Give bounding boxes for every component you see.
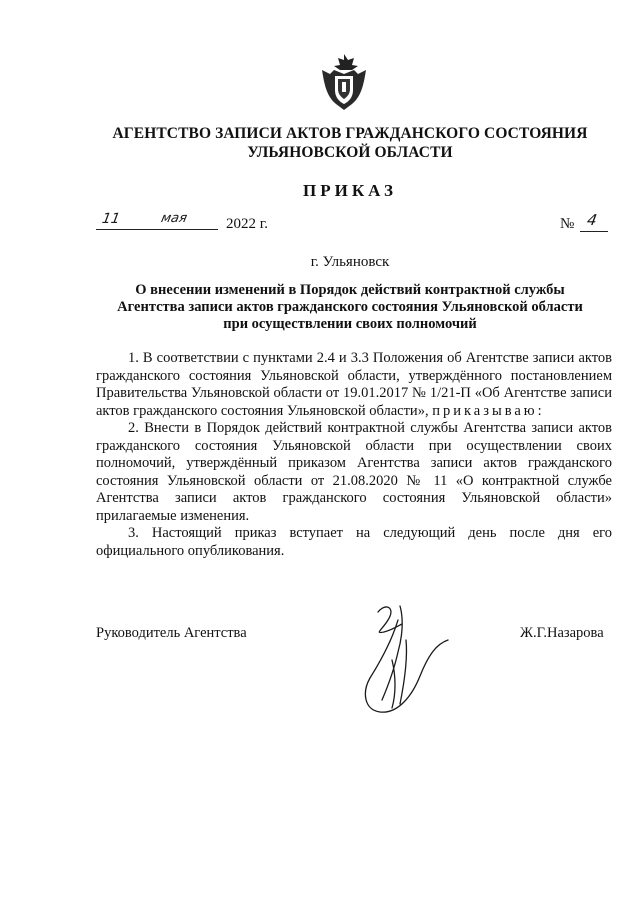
agency-name (60, 124, 640, 162)
paragraph-3: 3. Настоящий приказ вступает на следующий день после дня его официального опубликования. (96, 525, 612, 559)
document-type: ПРИКАЗ (303, 181, 397, 200)
agency-name-line2: УЛЬЯНОВСКОЙ ОБЛАСТИ (247, 144, 453, 161)
paragraph-1-directive: приказываю: (432, 402, 545, 419)
agency-name-line1: АГЕНТСТВО ЗАПИСИ АКТОВ ГРАЖДАНСКОГО СОСТОЯНИЯ (112, 125, 588, 142)
date-day: 11 (100, 211, 122, 227)
paragraph-1 (96, 350, 612, 420)
handwritten-signature-icon (340, 600, 460, 730)
coat-of-arms-icon (318, 52, 370, 112)
order-body (96, 350, 612, 560)
date-number-row (96, 211, 626, 237)
date-underline (96, 229, 218, 230)
paragraph-2: 2. Внести в Порядок действий контрактной службы Агентства записи актов гражданского состояния Ульяновской области при осуществлении своих полномочий, утверждённый приказом Агентства записи актов гражданского состояния Ульяновской области от 21.08.2020 № 11 «О контрактной службе Агентства записи актов гражданского состояния Ульяновской области» прилагаемые изменения. (96, 420, 612, 524)
city: г. Ульяновск (310, 254, 390, 270)
subject-line2: Агентства записи актов гражданского состояния Ульяновской области (117, 299, 583, 315)
signer-title: Руководитель Агентства (96, 625, 247, 641)
subject-line1: О внесении изменений в Порядок действий контрактной службы (135, 282, 565, 298)
paragraph-1-text: 1. В соответствии с пунктами 2.4 и 3.3 Положения об Агентстве записи актов гражданского состояния Ульяновской области, утверждённого постановлением Правительства Ульяновской области от 19.01.2017 № 1/21-П «Об Агентстве записи актов гражданского состояния Ульяновской области», (96, 350, 612, 419)
subject-line3: при осуществлении своих полномочий (223, 316, 477, 332)
signer-name: Ж.Г.Назарова (520, 625, 604, 641)
date-month: мая (159, 211, 189, 226)
number-underline (580, 231, 608, 232)
number-label: № (560, 216, 575, 232)
number-value: 4 (585, 211, 599, 229)
order-subject (70, 282, 630, 333)
date-year: 2022 г. (226, 216, 268, 232)
